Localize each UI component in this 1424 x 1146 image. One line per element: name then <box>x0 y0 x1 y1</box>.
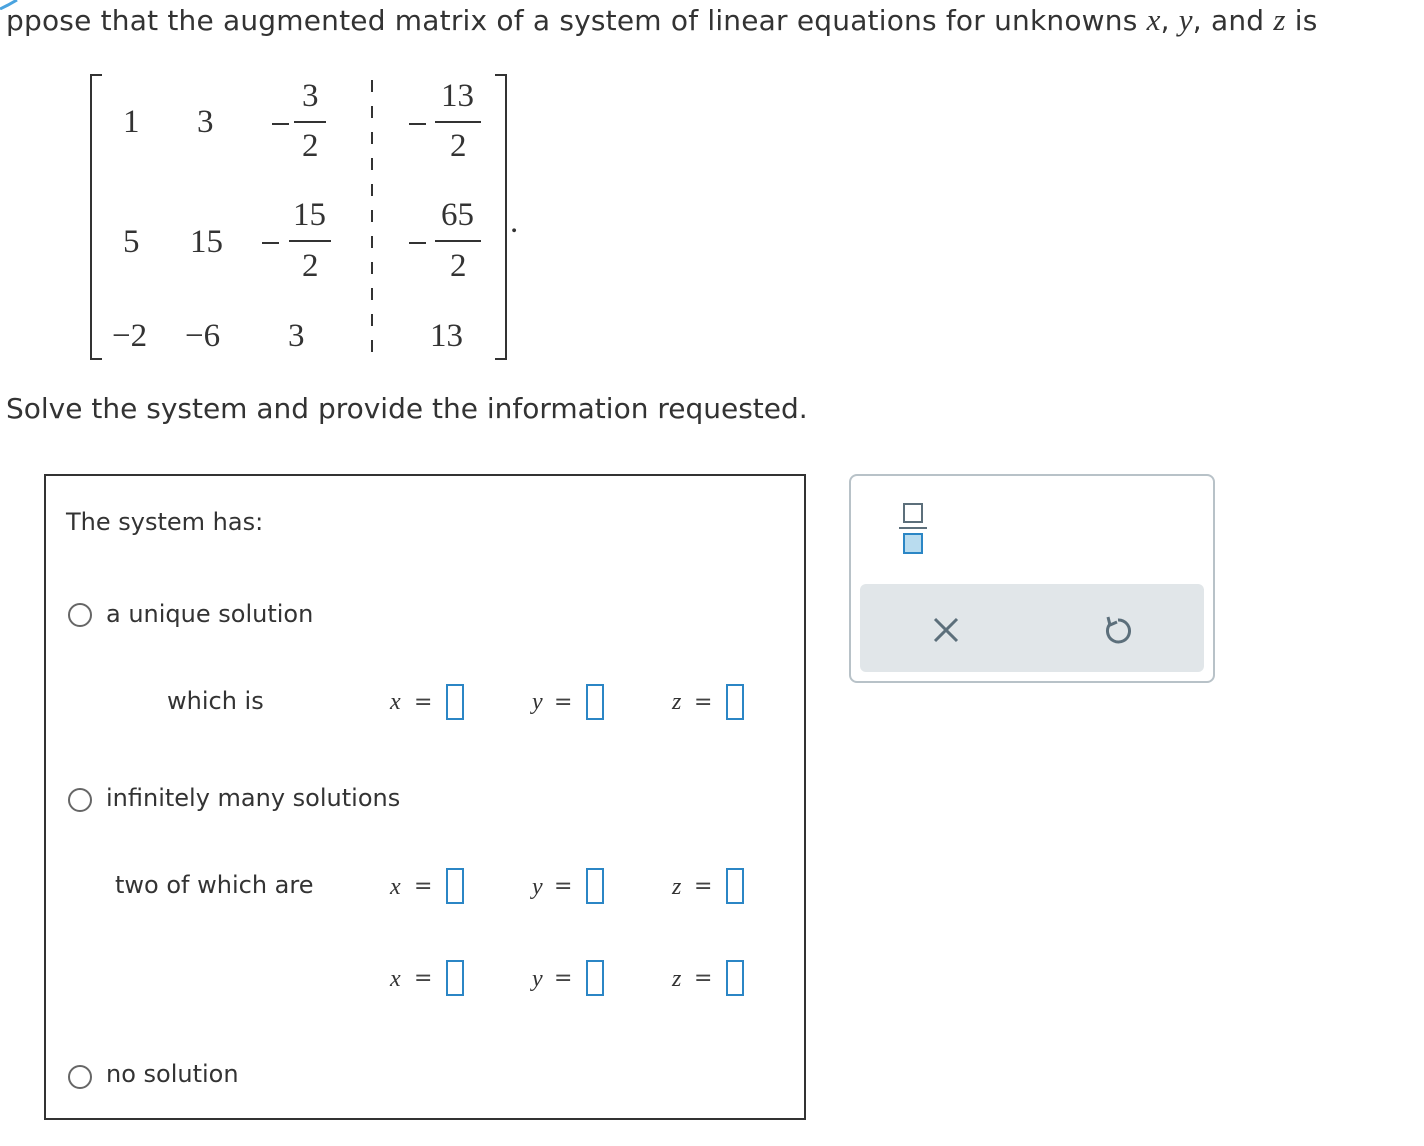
augmented-matrix <box>0 0 540 370</box>
matrix-r1-aug-num: 13 <box>441 78 474 114</box>
infinite-2-z-input[interactable] <box>726 960 744 996</box>
two-of-which-are-label: two of which are <box>115 871 314 899</box>
matrix-separator <box>371 262 373 274</box>
matrix-separator <box>371 340 373 352</box>
infinite-2-x-input[interactable] <box>446 960 464 996</box>
undo-button[interactable] <box>1098 610 1138 650</box>
which-is-label: which is <box>167 687 264 715</box>
equals-sign: = <box>694 874 713 899</box>
matrix-r2-c3-den: 2 <box>302 248 319 284</box>
equals-sign: = <box>554 966 573 991</box>
matrix-period: . <box>510 204 519 240</box>
infinite-1-x-input[interactable] <box>446 868 464 904</box>
matrix-r1-c1: 1 <box>123 104 140 140</box>
matrix-r2-aug-minus <box>409 242 426 244</box>
fraction-icon <box>895 498 935 560</box>
matrix-r2-c3-num: 15 <box>293 197 326 233</box>
var-z: z <box>672 874 682 900</box>
answer-heading: The system has: <box>66 508 264 536</box>
var-x: x <box>390 874 401 900</box>
equals-sign: = <box>554 874 573 899</box>
equals-sign: = <box>414 690 433 715</box>
unique-solution-label[interactable]: a unique solution <box>106 600 314 628</box>
intro-is: is <box>1294 4 1318 37</box>
var-x: x <box>390 966 401 992</box>
var-z: z <box>672 689 682 715</box>
matrix-r3-c3: 3 <box>288 318 305 354</box>
close-icon <box>926 610 966 650</box>
fraction-button[interactable] <box>895 498 935 560</box>
matrix-left-bracket <box>90 74 102 360</box>
infinite-2-y-input[interactable] <box>586 960 604 996</box>
infinite-1-y-input[interactable] <box>586 868 604 904</box>
matrix-r2-c1: 5 <box>123 224 140 260</box>
equals-sign: = <box>554 690 573 715</box>
matrix-r1-c2: 3 <box>197 104 214 140</box>
var-x: x <box>390 689 401 715</box>
intro-and: , and <box>1192 4 1265 37</box>
matrix-separator <box>371 210 373 222</box>
no-solution-radio[interactable] <box>68 1065 92 1089</box>
equals-sign: = <box>694 966 713 991</box>
matrix-r3-c1: −2 <box>112 318 148 354</box>
matrix-r3-aug: 13 <box>430 318 463 354</box>
matrix-r2-c2: 15 <box>190 224 223 260</box>
var-y: y <box>532 689 543 715</box>
equals-sign: = <box>414 966 433 991</box>
equals-sign: = <box>694 690 713 715</box>
matrix-separator <box>371 314 373 326</box>
intro-var-z: z <box>1273 2 1286 37</box>
matrix-r2-aug-den: 2 <box>450 248 467 284</box>
infinite-1-z-input[interactable] <box>726 868 744 904</box>
intro-var-y: y <box>1178 2 1193 37</box>
matrix-separator <box>371 184 373 196</box>
matrix-r1-aug-den: 2 <box>450 128 467 164</box>
matrix-r1-c3-bar <box>294 121 326 123</box>
infinite-solutions-radio[interactable] <box>68 788 92 812</box>
var-y: y <box>532 966 543 992</box>
matrix-separator <box>371 132 373 144</box>
clear-button[interactable] <box>926 610 966 650</box>
tool-action-bar <box>860 584 1204 672</box>
matrix-r2-aug-bar <box>435 240 481 242</box>
unique-z-input[interactable] <box>726 684 744 720</box>
matrix-right-bracket <box>495 74 507 360</box>
unique-solution-radio[interactable] <box>68 603 92 627</box>
matrix-r1-c3-minus <box>272 123 289 125</box>
intro-text: ppose that the augmented matrix of a system of linear equations for unknowns <box>6 4 1138 37</box>
matrix-separator <box>371 106 373 118</box>
equals-sign: = <box>414 874 433 899</box>
unique-y-input[interactable] <box>586 684 604 720</box>
matrix-r2-c3-bar <box>289 240 331 242</box>
var-y: y <box>532 874 543 900</box>
unique-x-input[interactable] <box>446 684 464 720</box>
infinite-solutions-label[interactable]: infinitely many solutions <box>106 784 401 812</box>
intro-var-x: x <box>1146 2 1161 37</box>
var-z: z <box>672 966 682 992</box>
matrix-separator <box>371 158 373 170</box>
matrix-r1-c3-num: 3 <box>302 78 319 114</box>
matrix-r1-aug-minus <box>409 123 426 125</box>
undo-icon <box>1098 610 1138 650</box>
matrix-separator <box>371 236 373 248</box>
matrix-r3-c2: −6 <box>185 318 221 354</box>
matrix-r1-c3-den: 2 <box>302 128 319 164</box>
matrix-r2-c3-minus <box>262 242 279 244</box>
matrix-r1-aug-bar <box>435 121 481 123</box>
instruction: Solve the system and provide the information requested. <box>6 392 808 425</box>
matrix-separator <box>371 80 373 92</box>
matrix-separator <box>371 288 373 300</box>
matrix-r2-aug-num: 65 <box>441 197 474 233</box>
no-solution-label[interactable]: no solution <box>106 1060 239 1088</box>
intro-comma: , <box>1160 4 1170 37</box>
